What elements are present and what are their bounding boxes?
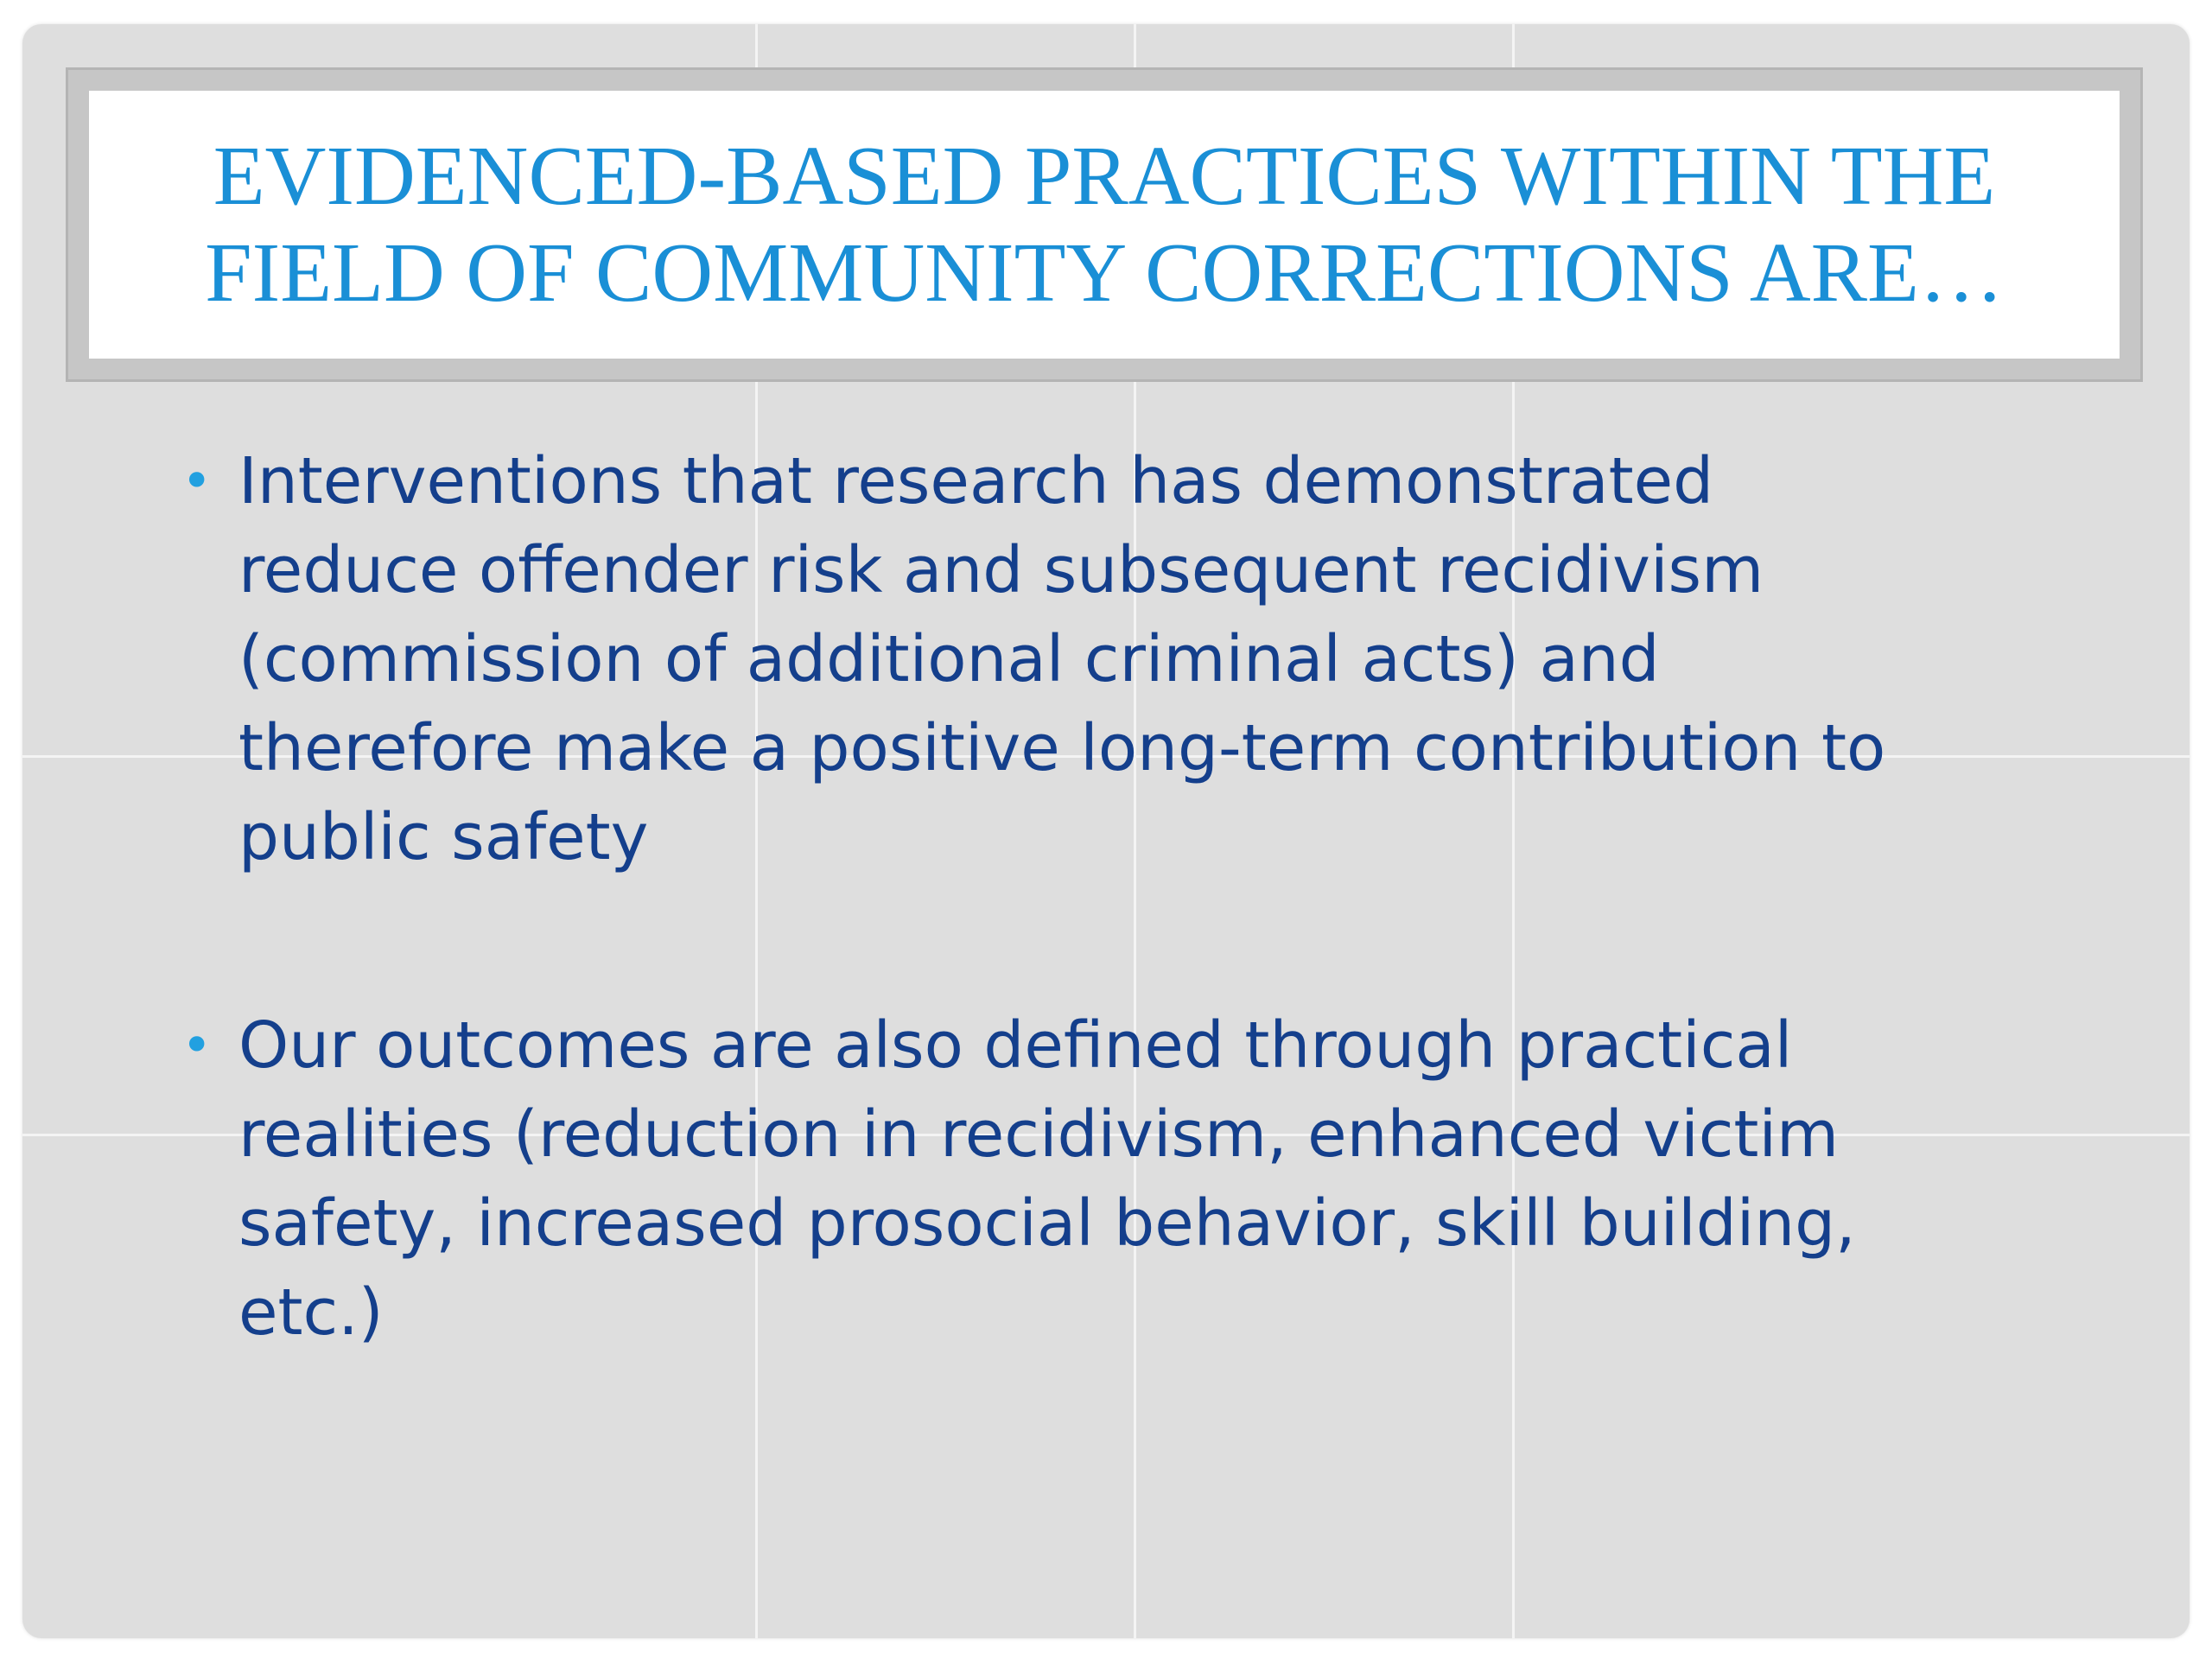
title-frame	[66, 67, 2143, 382]
bullet-item	[161, 437, 2122, 882]
bullet-text-line: (commission of additional criminal acts) and	[238, 622, 1660, 696]
bullet-text-line: safety, increased prosocial behavior, skill building,	[238, 1186, 1856, 1261]
bullet-text-line: etc.)	[238, 1275, 384, 1350]
bullet-text-line: Interventions that research has demonstrated	[238, 444, 1714, 518]
bullet-text-line: Our outcomes are also defined through practical	[238, 1008, 1793, 1083]
bullet-text-line: realities (reduction in recidivism, enhanced victim	[238, 1097, 1840, 1172]
bullet-item	[161, 1001, 2122, 1357]
title-line-1: EVIDENCED-BASED PRACTICES WITHIN THE	[213, 130, 1996, 223]
title-box	[89, 91, 2120, 359]
bullet-icon: •	[181, 451, 213, 512]
title-line-2: FIELD OF COMMUNITY CORRECTIONS ARE…	[205, 226, 2004, 320]
bullet-icon: •	[181, 1015, 213, 1076]
slide-title	[205, 128, 2004, 321]
bullet-text-line: therefore make a positive long-term contribution to	[238, 711, 1886, 785]
slide	[22, 24, 2190, 1638]
bullet-text-line: reduce offender risk and subsequent recidivism	[238, 533, 1764, 607]
bullet-text-line: public safety	[238, 800, 649, 874]
bullet-list	[161, 437, 2122, 1357]
